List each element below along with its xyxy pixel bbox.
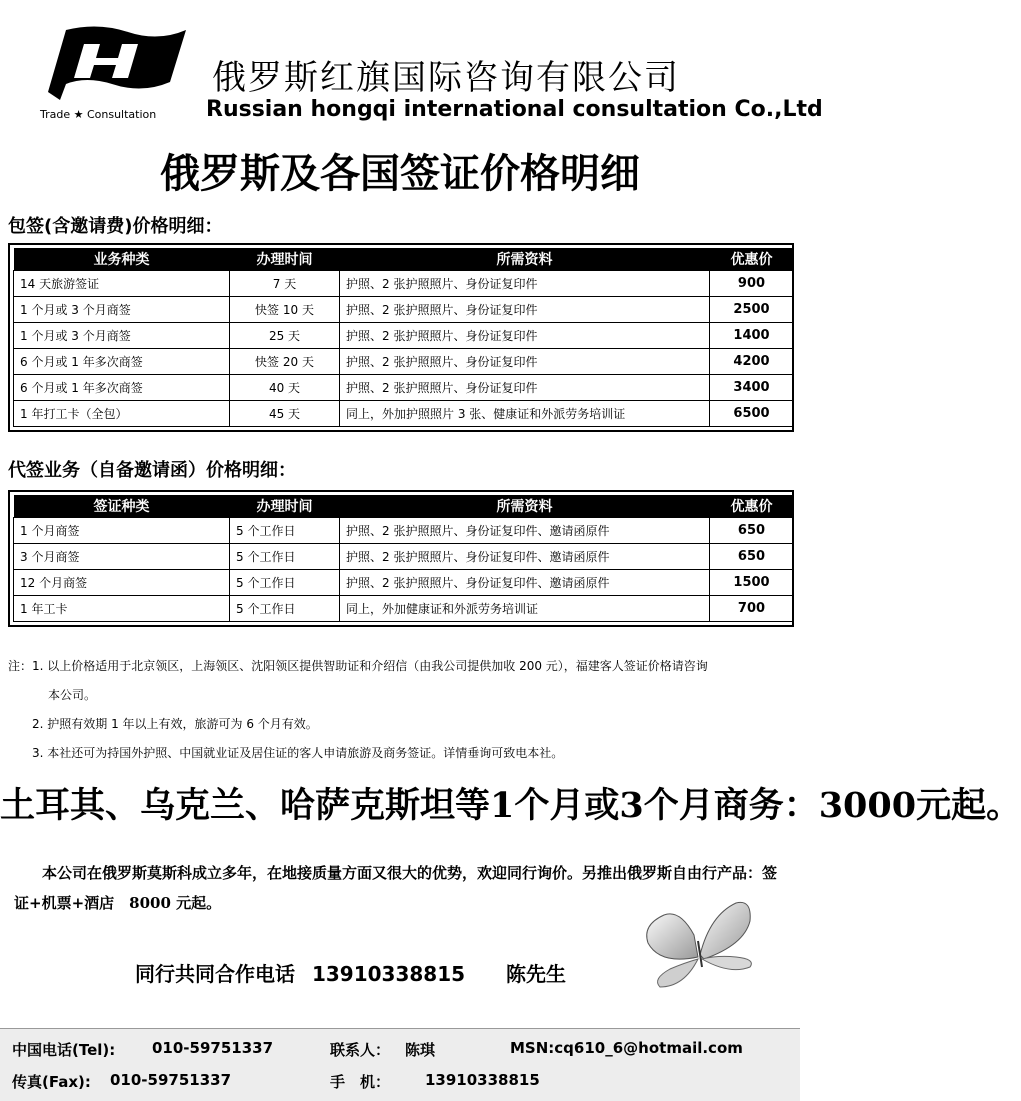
table-row xyxy=(14,271,794,297)
col-header-price: 优惠价 xyxy=(710,248,794,271)
butterfly-image xyxy=(640,895,760,995)
col-header-price: 优惠价 xyxy=(710,495,794,518)
cell-docs: 护照、2 张护照照片、身份证复印件 xyxy=(340,271,710,297)
cell-time: 快签 10 天 xyxy=(230,297,340,323)
cell-docs: 护照、2 张护照照片、身份证复印件、邀请函原件 xyxy=(340,570,710,596)
col-header-type: 签证种类 xyxy=(14,495,230,518)
cell-type: 3 个月商签 xyxy=(14,544,230,570)
mobile-number: 13910338815 xyxy=(425,1071,540,1089)
company-logo xyxy=(38,22,188,122)
self-invitation-visa-table xyxy=(8,490,794,627)
col-header-docs: 所需资料 xyxy=(340,248,710,271)
cell-price: 6500 xyxy=(710,401,794,427)
cell-price: 1400 xyxy=(710,323,794,349)
col-header-time: 办理时间 xyxy=(230,248,340,271)
table-row xyxy=(14,518,794,544)
contact-name: 陈琪 xyxy=(405,1041,436,1059)
fax-number: 010-59751337 xyxy=(110,1071,232,1089)
table-row xyxy=(14,323,794,349)
table-header-row xyxy=(14,248,794,271)
cell-price: 3400 xyxy=(710,375,794,401)
cell-time: 快签 20 天 xyxy=(230,349,340,375)
table-row xyxy=(14,596,794,622)
cell-type: 1 个月或 3 个月商签 xyxy=(14,297,230,323)
cooperation-line xyxy=(135,958,566,987)
cell-docs: 同上，外加健康证和外派劳务培训证 xyxy=(340,596,710,622)
mobile-label: 手 机： xyxy=(330,1073,391,1091)
cell-price: 700 xyxy=(710,596,794,622)
page-title: 俄罗斯及各国签证价格明细 xyxy=(160,150,640,197)
cell-type: 1 个月商签 xyxy=(14,518,230,544)
note-1-continued: 本公司。 xyxy=(48,688,97,702)
butterfly-icon xyxy=(640,895,760,995)
cell-type: 6 个月或 1 年多次商签 xyxy=(14,349,230,375)
flag-logo-icon xyxy=(38,22,188,102)
company-name-cn: 俄罗斯红旗国际咨询有限公司 xyxy=(212,58,680,98)
cell-time: 7 天 xyxy=(230,271,340,297)
package-visa-table xyxy=(8,243,794,432)
notes-block xyxy=(8,652,794,768)
table-row xyxy=(14,570,794,596)
col-header-time: 办理时间 xyxy=(230,495,340,518)
col-header-type: 业务种类 xyxy=(14,248,230,271)
intro-paragraph: 本公司在俄罗斯莫斯科成立多年，在地接质量方面又很大的优势，欢迎同行询价。另推出俄罗斯自由行产品：签证+机票+酒店 8000 元起。 xyxy=(14,864,778,912)
cell-time: 45 天 xyxy=(230,401,340,427)
company-name-en: Russian hongqi international consultation Co.,Ltd xyxy=(206,97,823,122)
cell-docs: 护照、2 张护照照片、身份证复印件 xyxy=(340,375,710,401)
cell-type: 6 个月或 1 年多次商签 xyxy=(14,375,230,401)
cell-price: 900 xyxy=(710,271,794,297)
cell-type: 1 年打工卡（全包） xyxy=(14,401,230,427)
cell-price: 1500 xyxy=(710,570,794,596)
cell-type: 12 个月商签 xyxy=(14,570,230,596)
cell-type: 1 年工卡 xyxy=(14,596,230,622)
table-row xyxy=(14,349,794,375)
table-header-row xyxy=(14,495,794,518)
cooperation-phone: 13910338815 xyxy=(311,962,466,986)
cooperation-contact: 陈先生 xyxy=(506,962,567,986)
cell-docs: 护照、2 张护照照片、身份证复印件 xyxy=(340,297,710,323)
cell-time: 5 个工作日 xyxy=(230,596,340,622)
cell-type: 1 个月或 3 个月商签 xyxy=(14,323,230,349)
note-3: 3. 本社还可为持国外护照、中国就业证及居住证的客人申请旅游及商务签证。详情垂询可致电本社。 xyxy=(32,746,564,760)
contact-label: 联系人： xyxy=(330,1041,391,1059)
table-row xyxy=(14,375,794,401)
tel-number: 010-59751337 xyxy=(152,1039,274,1057)
tel-label: 中国电话(Tel): xyxy=(12,1041,116,1059)
table-row xyxy=(14,544,794,570)
cell-price: 650 xyxy=(710,544,794,570)
cell-docs: 护照、2 张护照照片、身份证复印件、邀请函原件 xyxy=(340,544,710,570)
promo-headline: 土耳其、乌克兰、哈萨克斯坦等1个月或3个月商务：3000元起。 xyxy=(0,785,1021,826)
logo-tagline: Trade ★ Consultation xyxy=(40,108,157,121)
note-1: 注：1. 以上价格适用于北京领区，上海领区、沈阳领区提供智助证和介绍信（由我公司提供加收 200 元），福建客人签证价格请咨询 xyxy=(8,659,708,673)
cell-docs: 护照、2 张护照照片、身份证复印件 xyxy=(340,349,710,375)
cell-time: 5 个工作日 xyxy=(230,518,340,544)
table-row xyxy=(14,401,794,427)
fax-label: 传真(Fax): xyxy=(12,1073,91,1091)
cell-docs: 护照、2 张护照照片、身份证复印件 xyxy=(340,323,710,349)
section2-title: 代签业务（自备邀请函）价格明细： xyxy=(8,460,296,481)
note-2: 2. 护照有效期 1 年以上有效，旅游可为 6 个月有效。 xyxy=(32,717,318,731)
cell-time: 40 天 xyxy=(230,375,340,401)
msn-address: MSN:cq610_6@hotmail.com xyxy=(510,1039,743,1057)
cell-price: 2500 xyxy=(710,297,794,323)
cell-price: 650 xyxy=(710,518,794,544)
cell-time: 5 个工作日 xyxy=(230,544,340,570)
cell-type: 14 天旅游签证 xyxy=(14,271,230,297)
cell-price: 4200 xyxy=(710,349,794,375)
contact-footer xyxy=(0,1028,800,1101)
section1-title: 包签(含邀请费)价格明细： xyxy=(8,216,223,237)
cooperation-label: 同行共同合作电话 xyxy=(135,962,295,986)
cell-time: 5 个工作日 xyxy=(230,570,340,596)
col-header-docs: 所需资料 xyxy=(340,495,710,518)
cell-docs: 护照、2 张护照照片、身份证复印件、邀请函原件 xyxy=(340,518,710,544)
cell-docs: 同上，外加护照照片 3 张、健康证和外派劳务培训证 xyxy=(340,401,710,427)
cell-time: 25 天 xyxy=(230,323,340,349)
table-row xyxy=(14,297,794,323)
